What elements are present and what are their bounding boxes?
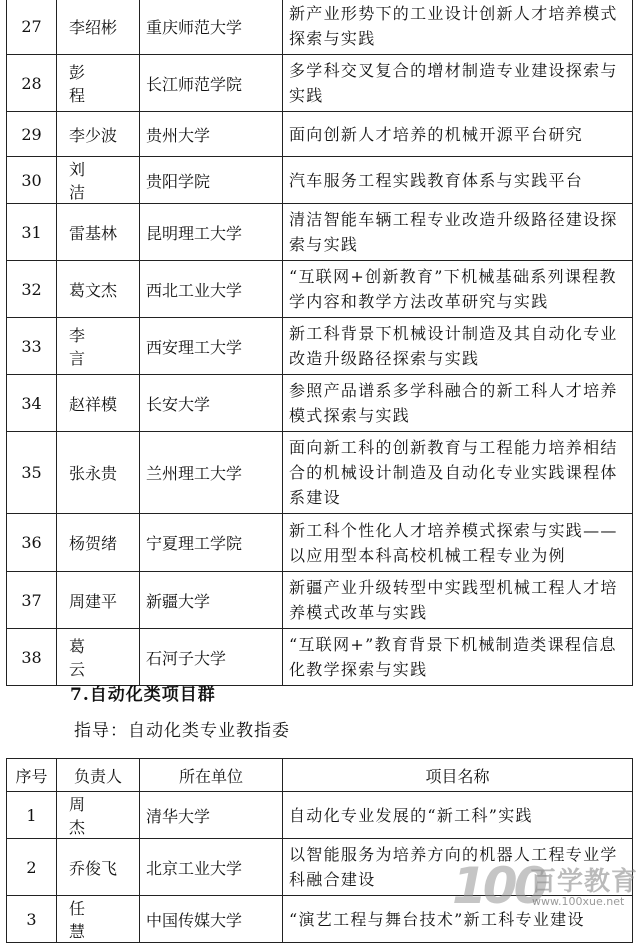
cell-title: 清洁智能车辆工程专业改造升级路径建设探索与实践 — [283, 204, 633, 261]
header-no: 序号 — [7, 759, 57, 792]
cell-no: 38 — [7, 629, 57, 686]
project-table-automation — [6, 758, 633, 943]
cell-unit: 贵阳学院 — [140, 157, 283, 204]
cell-title: 面向创新人才培养的机械开源平台研究 — [283, 112, 633, 157]
watermark-url: www.100xue.net — [532, 895, 625, 908]
cell-title: “演艺工程与舞台技术”新工科专业建设 — [283, 896, 633, 943]
cell-leader: 李 言 — [57, 318, 140, 375]
cell-no: 29 — [7, 112, 57, 157]
cell-unit: 西安理工大学 — [140, 318, 283, 375]
cell-title: 汽车服务工程实践教育体系与实践平台 — [283, 157, 633, 204]
cell-title: 以智能服务为培养方向的机器人工程专业学科融合建设 — [283, 839, 633, 896]
cell-no: 27 — [7, 0, 57, 55]
table-row — [7, 157, 633, 204]
table-row — [7, 839, 633, 896]
header-title: 项目名称 — [283, 759, 633, 792]
cell-leader: 周 杰 — [57, 792, 140, 839]
cell-no: 35 — [7, 432, 57, 514]
cell-unit: 长江师范学院 — [140, 55, 283, 112]
table-row — [7, 629, 633, 686]
cell-unit: 新疆大学 — [140, 572, 283, 629]
table-header-row — [7, 759, 633, 792]
cell-title: 新工科个性化人才培养模式探索与实践——以应用型本科高校机械工程专业为例 — [283, 514, 633, 572]
cell-no: 28 — [7, 55, 57, 112]
cell-no: 34 — [7, 375, 57, 432]
project-table-mechanical — [6, 0, 633, 686]
cell-title: 参照产品谱系多学科融合的新工科人才培养模式探索与实践 — [283, 375, 633, 432]
cell-title: 新产业形势下的工业设计创新人才培养模式探索与实践 — [283, 0, 633, 55]
cell-unit: 清华大学 — [140, 792, 283, 839]
cell-title: 新工科背景下机械设计制造及其自动化专业改造升级路径探索与实践 — [283, 318, 633, 375]
watermark-number: 100 — [452, 857, 545, 915]
cell-leader: 乔俊飞 — [57, 839, 140, 896]
cell-unit: 宁夏理工学院 — [140, 514, 283, 572]
cell-leader: 刘 洁 — [57, 157, 140, 204]
cell-leader: 张永贵 — [57, 432, 140, 514]
cell-leader: 赵祥模 — [57, 375, 140, 432]
cell-no: 32 — [7, 261, 57, 318]
table-row — [7, 572, 633, 629]
cell-title: 自动化专业发展的“新工科”实践 — [283, 792, 633, 839]
cell-title: “互联网+创新教育”下机械基础系列课程教学内容和教学方法改革研究与实践 — [283, 261, 633, 318]
cell-title: 新疆产业升级转型中实践型机械工程人才培养模式改革与实践 — [283, 572, 633, 629]
cell-unit: 石河子大学 — [140, 629, 283, 686]
cell-unit: 西北工业大学 — [140, 261, 283, 318]
cell-unit: 重庆师范大学 — [140, 0, 283, 55]
cell-title: 面向新工科的创新教育与工程能力培养相结合的机械设计制造及自动化专业实践课程体系建设 — [283, 432, 633, 514]
cell-leader: 葛文杰 — [57, 261, 140, 318]
cell-no: 3 — [7, 896, 57, 943]
cell-unit: 北京工业大学 — [140, 839, 283, 896]
cell-leader: 任 慧 — [57, 896, 140, 943]
cell-leader: 葛 云 — [57, 629, 140, 686]
cell-leader: 李绍彬 — [57, 0, 140, 55]
table-row — [7, 896, 633, 943]
cell-leader: 周建平 — [57, 572, 140, 629]
cell-unit: 中国传媒大学 — [140, 896, 283, 943]
cell-no: 1 — [7, 792, 57, 839]
header-unit: 所在单位 — [140, 759, 283, 792]
table-row — [7, 112, 633, 157]
table-row — [7, 432, 633, 514]
cell-no: 2 — [7, 839, 57, 896]
cell-unit: 长安大学 — [140, 375, 283, 432]
table-row — [7, 204, 633, 261]
table-row — [7, 0, 633, 55]
cell-title: “互联网+”教育背景下机械制造类课程信息化教学探索与实践 — [283, 629, 633, 686]
cell-unit: 贵州大学 — [140, 112, 283, 157]
section-heading: 7.自动化类项目群 — [70, 685, 216, 705]
cell-unit: 昆明理工大学 — [140, 204, 283, 261]
cell-no: 36 — [7, 514, 57, 572]
table-row — [7, 55, 633, 112]
cell-no: 37 — [7, 572, 57, 629]
header-leader: 负责人 — [57, 759, 140, 792]
cell-no: 30 — [7, 157, 57, 204]
cell-title: 多学科交叉复合的增材制造专业建设探索与实践 — [283, 55, 633, 112]
table-row — [7, 318, 633, 375]
watermark-text: 百学教育 — [530, 867, 639, 897]
project-table-body — [7, 0, 633, 686]
cell-leader: 杨贺绪 — [57, 514, 140, 572]
cell-no: 33 — [7, 318, 57, 375]
guide-line: 指导：自动化类专业教指委 — [74, 721, 290, 741]
table-row — [7, 792, 633, 839]
cell-no: 31 — [7, 204, 57, 261]
table-row — [7, 514, 633, 572]
cell-unit: 兰州理工大学 — [140, 432, 283, 514]
table-row — [7, 375, 633, 432]
cell-leader: 李少波 — [57, 112, 140, 157]
table-row — [7, 261, 633, 318]
cell-leader: 雷基林 — [57, 204, 140, 261]
cell-leader: 彭 程 — [57, 55, 140, 112]
